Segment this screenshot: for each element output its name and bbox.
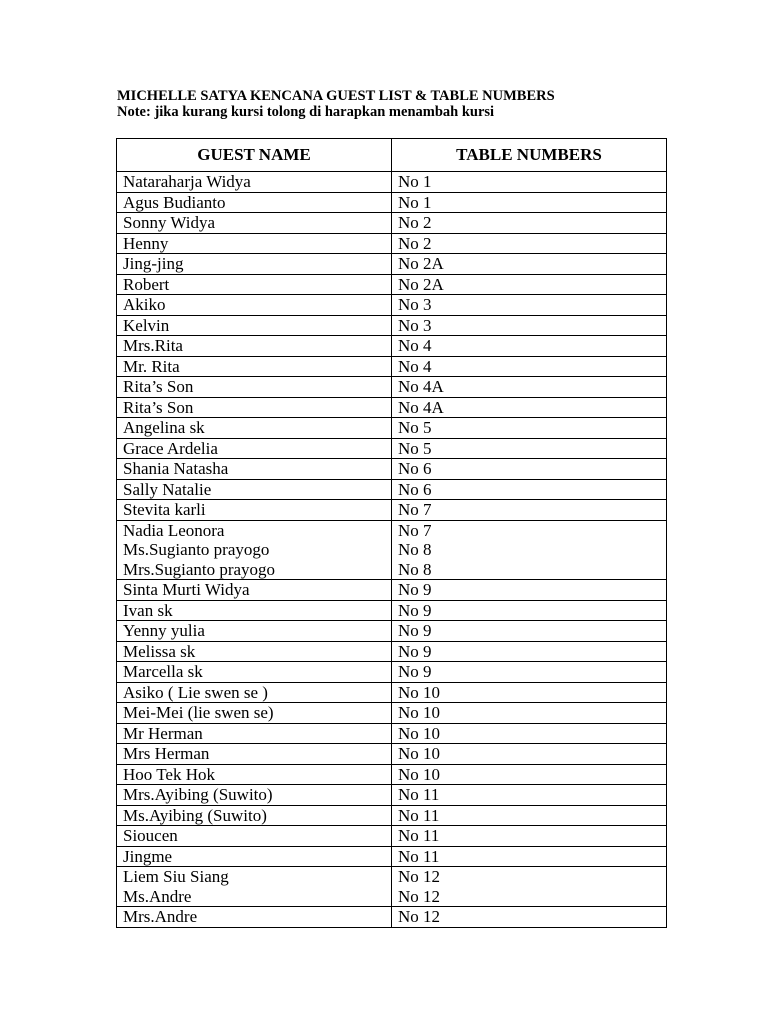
guest-name-cell bbox=[117, 785, 392, 806]
table-number-cell bbox=[392, 172, 667, 193]
table-number-cell bbox=[392, 867, 667, 907]
guest-name-cell bbox=[117, 600, 392, 621]
table-number: No 2 bbox=[398, 213, 432, 232]
guest-name: Angelina sk bbox=[123, 418, 205, 437]
guest-name-cell bbox=[117, 233, 392, 254]
table-row bbox=[117, 356, 667, 377]
table-number: No 4 bbox=[398, 356, 432, 376]
table-number: No 9 bbox=[398, 600, 432, 620]
header-guest-name: GUEST NAME bbox=[117, 139, 392, 172]
guest-name-cell bbox=[117, 336, 392, 357]
table-number-cell bbox=[392, 805, 667, 826]
table-number: No 3 bbox=[398, 295, 432, 314]
table-row bbox=[117, 703, 667, 724]
table-number: No 10 bbox=[398, 682, 441, 702]
table-number: No 10 bbox=[398, 723, 441, 743]
guest-name: Kelvin bbox=[123, 315, 170, 335]
guest-name-cell bbox=[117, 254, 392, 275]
guest-name: Mrs.Rita bbox=[123, 336, 183, 355]
table-row bbox=[117, 418, 667, 439]
table-number-cell bbox=[392, 907, 667, 928]
guest-name: Ivan sk bbox=[123, 600, 173, 620]
table-number: No 2 bbox=[398, 233, 432, 253]
table-number-cell bbox=[392, 744, 667, 765]
table-row bbox=[117, 479, 667, 500]
guest-name: Rita’s Son bbox=[123, 377, 194, 396]
table-row bbox=[117, 682, 667, 703]
guest-name: Mei-Mei (lie swen se) bbox=[123, 703, 274, 722]
table-number-cell bbox=[392, 192, 667, 213]
table-number-cell bbox=[392, 500, 667, 521]
table-number-cell bbox=[392, 580, 667, 601]
guest-rows bbox=[117, 172, 667, 928]
guest-name-cell bbox=[117, 826, 392, 847]
table-number: No 12 bbox=[398, 867, 441, 886]
guest-name: Agus Budianto bbox=[123, 192, 226, 212]
guest-name: Mrs.Ayibing (Suwito) bbox=[123, 785, 273, 804]
guest-name-cell bbox=[117, 356, 392, 377]
guest-name-cell bbox=[117, 764, 392, 785]
table-number-cell bbox=[392, 459, 667, 480]
table-number-cell bbox=[392, 438, 667, 459]
table-row bbox=[117, 315, 667, 336]
guest-name: Mrs.Andre bbox=[123, 907, 198, 926]
table-number-cell bbox=[392, 682, 667, 703]
table-row bbox=[117, 621, 667, 642]
guest-name: Liem Siu Siang bbox=[123, 867, 229, 886]
guest-name: Mr. Rita bbox=[123, 356, 180, 376]
guest-name-cell bbox=[117, 500, 392, 521]
guest-name: Marcella sk bbox=[123, 662, 203, 681]
table-number-cell bbox=[392, 315, 667, 336]
table-row bbox=[117, 274, 667, 295]
guest-name: Ms.Ayibing (Suwito) bbox=[123, 805, 267, 825]
guest-name: Ms.Sugianto prayogo bbox=[123, 540, 270, 559]
table-number: No 6 bbox=[398, 479, 432, 499]
table-row bbox=[117, 744, 667, 765]
table-number: No 1 bbox=[398, 172, 432, 191]
table-number-cell bbox=[392, 254, 667, 275]
guest-name: Henny bbox=[123, 233, 169, 253]
table-row bbox=[117, 580, 667, 601]
guest-name: Asiko ( Lie swen se ) bbox=[123, 682, 268, 702]
guest-name-cell bbox=[117, 641, 392, 662]
table-row bbox=[117, 846, 667, 867]
guest-name-cell bbox=[117, 867, 392, 907]
table-row bbox=[117, 254, 667, 275]
guest-name: Mrs Herman bbox=[123, 744, 210, 763]
table-number: No 11 bbox=[398, 846, 440, 866]
guest-name-cell bbox=[117, 703, 392, 724]
guest-name-cell bbox=[117, 459, 392, 480]
table-number: No 12 bbox=[398, 886, 441, 906]
table-row bbox=[117, 764, 667, 785]
table-number: No 8 bbox=[398, 559, 432, 579]
table-row bbox=[117, 520, 667, 580]
guest-name-cell bbox=[117, 377, 392, 398]
guest-name-cell bbox=[117, 315, 392, 336]
table-row bbox=[117, 805, 667, 826]
table-number: No 9 bbox=[398, 641, 432, 661]
table-number-cell bbox=[392, 418, 667, 439]
document-title: MICHELLE SATYA KENCANA GUEST LIST & TABLE NUMBERS bbox=[117, 88, 555, 104]
table-row bbox=[117, 785, 667, 806]
guest-name-cell bbox=[117, 723, 392, 744]
guest-name-cell bbox=[117, 662, 392, 683]
guest-name-cell bbox=[117, 907, 392, 928]
table-row bbox=[117, 377, 667, 398]
guest-name-cell bbox=[117, 274, 392, 295]
guest-name: Nadia Leonora bbox=[123, 520, 225, 540]
guest-name-cell bbox=[117, 580, 392, 601]
guest-name-cell bbox=[117, 744, 392, 765]
table-row bbox=[117, 295, 667, 316]
table-number: No 2A bbox=[398, 274, 444, 294]
table-number-cell bbox=[392, 336, 667, 357]
table-row bbox=[117, 500, 667, 521]
table-number-cell bbox=[392, 274, 667, 295]
guest-name: Rita’s Son bbox=[123, 397, 194, 417]
guest-name: Jingme bbox=[123, 846, 173, 866]
table-number: No 5 bbox=[398, 438, 432, 458]
table-number: No 3 bbox=[398, 315, 432, 335]
table-number: No 10 bbox=[398, 764, 441, 784]
guest-name-cell bbox=[117, 192, 392, 213]
guest-name: Sioucen bbox=[123, 826, 178, 845]
guest-name-cell bbox=[117, 295, 392, 316]
document-note: Note: jika kurang kursi tolong di harapkan menambah kursi bbox=[117, 104, 495, 120]
guest-name-cell bbox=[117, 213, 392, 234]
guest-name-cell bbox=[117, 397, 392, 418]
table-row bbox=[117, 723, 667, 744]
table-number-cell bbox=[392, 641, 667, 662]
guest-table bbox=[116, 138, 667, 928]
table-number: No 10 bbox=[398, 703, 441, 722]
table-row bbox=[117, 233, 667, 254]
table-number-cell bbox=[392, 662, 667, 683]
table-row bbox=[117, 641, 667, 662]
table-number-cell bbox=[392, 764, 667, 785]
guest-name-cell bbox=[117, 621, 392, 642]
guest-name-cell bbox=[117, 520, 392, 580]
table-number-cell bbox=[392, 703, 667, 724]
guest-name: Melissa sk bbox=[123, 641, 196, 661]
guest-name: Robert bbox=[123, 274, 170, 294]
table-number: No 9 bbox=[398, 621, 432, 640]
table-row bbox=[117, 192, 667, 213]
header-table-numbers: TABLE NUMBERS bbox=[392, 139, 667, 172]
guest-name: Yenny yulia bbox=[123, 621, 205, 640]
table-number-cell bbox=[392, 356, 667, 377]
table-number: No 11 bbox=[398, 826, 440, 845]
table-number: No 4 bbox=[398, 336, 432, 355]
table-number: No 7 bbox=[398, 500, 432, 519]
table-number: No 12 bbox=[398, 907, 441, 926]
table-number-cell bbox=[392, 520, 667, 580]
table-number: No 9 bbox=[398, 580, 432, 599]
table-number-cell bbox=[392, 621, 667, 642]
table-number: No 11 bbox=[398, 805, 440, 825]
table-row bbox=[117, 907, 667, 928]
guest-name-cell bbox=[117, 479, 392, 500]
table-number-cell bbox=[392, 846, 667, 867]
table-number: No 1 bbox=[398, 192, 432, 212]
guest-name-cell bbox=[117, 846, 392, 867]
table-number-cell bbox=[392, 723, 667, 744]
guest-name-cell bbox=[117, 438, 392, 459]
table-number: No 2A bbox=[398, 254, 444, 273]
guest-name: Ms.Andre bbox=[123, 886, 192, 906]
table-number-cell bbox=[392, 213, 667, 234]
table-row bbox=[117, 213, 667, 234]
table-row bbox=[117, 172, 667, 193]
table-number-cell bbox=[392, 295, 667, 316]
table-row bbox=[117, 397, 667, 418]
table-row bbox=[117, 662, 667, 683]
guest-name-cell bbox=[117, 172, 392, 193]
table-number: No 7 bbox=[398, 520, 432, 540]
table-number-cell bbox=[392, 377, 667, 398]
guest-name-cell bbox=[117, 805, 392, 826]
table-row bbox=[117, 600, 667, 621]
guest-name: Hoo Tek Hok bbox=[123, 764, 215, 784]
guest-name: Sally Natalie bbox=[123, 479, 212, 499]
guest-name-cell bbox=[117, 682, 392, 703]
guest-name: Nataraharja Widya bbox=[123, 172, 251, 191]
table-row bbox=[117, 826, 667, 847]
guest-name: Sinta Murti Widya bbox=[123, 580, 250, 599]
guest-name-cell bbox=[117, 418, 392, 439]
guest-name: Stevita karli bbox=[123, 500, 206, 519]
table-number: No 8 bbox=[398, 540, 432, 559]
table-number: No 4A bbox=[398, 397, 444, 417]
table-number-cell bbox=[392, 826, 667, 847]
table-number-cell bbox=[392, 785, 667, 806]
guest-name: Jing-jing bbox=[123, 254, 184, 273]
table-row bbox=[117, 459, 667, 480]
table-row bbox=[117, 438, 667, 459]
guest-name: Grace Ardelia bbox=[123, 438, 218, 458]
table-row bbox=[117, 336, 667, 357]
table-number: No 6 bbox=[398, 459, 432, 478]
guest-name: Mr Herman bbox=[123, 723, 203, 743]
table-number: No 4A bbox=[398, 377, 444, 396]
table-number: No 9 bbox=[398, 662, 432, 681]
table-number: No 5 bbox=[398, 418, 432, 437]
table-number: No 11 bbox=[398, 785, 440, 804]
table-number-cell bbox=[392, 479, 667, 500]
table-header-row bbox=[117, 139, 667, 172]
table-row bbox=[117, 867, 667, 907]
guest-name: Sonny Widya bbox=[123, 213, 216, 232]
guest-name: Shania Natasha bbox=[123, 459, 229, 478]
table-number-cell bbox=[392, 600, 667, 621]
guest-name: Mrs.Sugianto prayogo bbox=[123, 559, 276, 579]
guest-name: Akiko bbox=[123, 295, 166, 314]
table-number-cell bbox=[392, 233, 667, 254]
table-number: No 10 bbox=[398, 744, 441, 763]
table-number-cell bbox=[392, 397, 667, 418]
